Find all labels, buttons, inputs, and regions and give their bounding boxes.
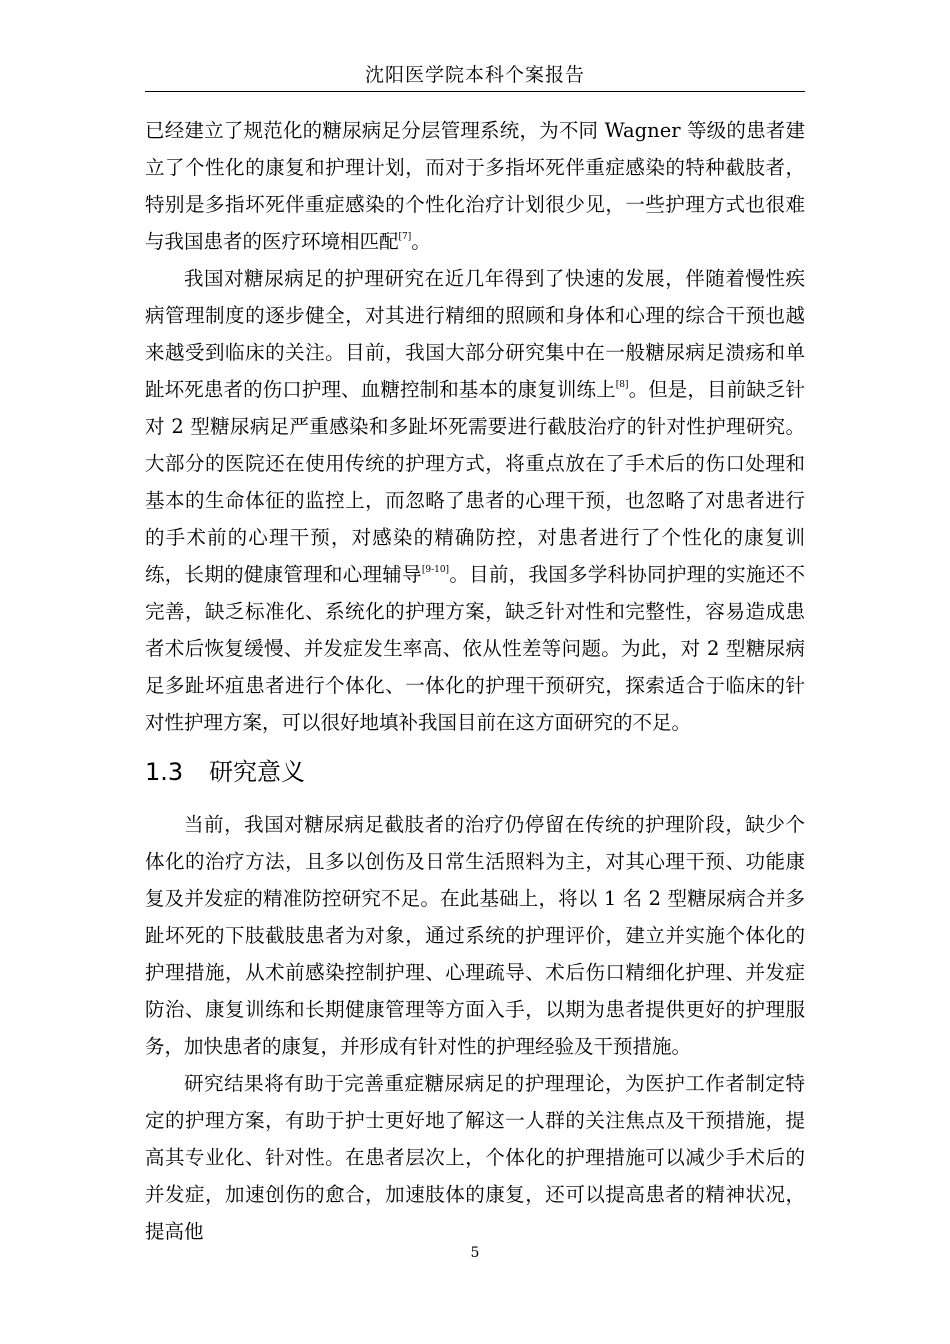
header-rule	[145, 91, 805, 92]
paragraph-text: 已经建立了规范化的糖尿病足分层管理系统，为不同 Wagner 等级的患者建立了个性化的康复和护理计划，而对于多指坏死伴重症感染的特种截肢者，特别是多指坏死伴重症感染的个性化治疗计划很少见，一些护理方式也很难与我国患者的医疗环境相匹配	[145, 119, 805, 253]
body-paragraph	[145, 806, 805, 1065]
section-title: 研究意义	[209, 758, 305, 786]
paragraph-group-before	[145, 112, 805, 741]
section-heading	[145, 755, 805, 789]
paragraph-text: 当前，我国对糖尿病足截肢者的治疗仍停留在传统的护理阶段，缺少个体化的治疗方法，且多以创伤及日常生活照料为主，对其心理干预、功能康复及并发症的精准防控研究不足。在此基础上，将以 1 名 2 型糖尿病合并多趾坏死的下肢截肢患者为对象，通过系统的护理评价，建立并实施个体化的护理措施，从术前感染控制护理、心理疏导、术后伤口精细化护理、并发症防治、康复训练和长期健康管理等方面入手，以期为患者提供更好的护理服务，加快患者的康复，并形成有针对性的护理经验及干预措施。	[145, 813, 805, 1058]
paragraph-text: 。但是，目前缺乏针对 2 型糖尿病足严重感染和多趾坏死需要进行截肢治疗的针对性护理研究。大部分的医院还在使用传统的护理方式，将重点放在了手术后的伤口处理和基本的生命体征的监控上，而忽略了患者的心理干预，也忽略了对患者进行的手术前的心理干预，对感染的精确防控，对患者进行了个性化的康复训练，长期的健康管理和心理辅导	[145, 378, 805, 586]
citation-ref: [8]	[615, 380, 629, 390]
paragraph-text: 。目前，我国多学科协同护理的实施还不完善，缺乏标准化、系统化的护理方案，缺乏针对性和完整性，容易造成患者术后恢复缓慢、并发症发生率高、依从性差等问题。为此，对 2 型糖尿病足多趾坏疽患者进行个体化、一体化的护理干预研究，探索适合于临床的针对性护理方案，可以很好地填补我国目前在这方面研究的不足。	[145, 563, 805, 734]
section-number: 1.3	[145, 758, 184, 786]
paragraph-text: 研究结果将有助于完善重症糖尿病足的护理理论，为医护工作者制定特定的护理方案，有助于护士更好地了解这一人群的关注焦点及干预措施，提高其专业化、针对性。在患者层次上，个体化的护理措施可以减少手术后的并发症，加速创伤的愈合，加速肢体的康复，还可以提高患者的精神状况，提高他	[145, 1072, 805, 1243]
page-number: 5	[470, 1245, 480, 1261]
paragraph-text: 。	[411, 230, 431, 253]
running-header: 沈阳医学院本科个案报告	[364, 64, 585, 86]
citation-ref: [9-10]	[421, 565, 450, 575]
body-paragraph	[145, 112, 805, 260]
paragraph-text: 我国对糖尿病足的护理研究在近几年得到了快速的发展，伴随着慢性疾病管理制度的逐步健全，对其进行精细的照顾和身体和心理的综合干预也越来越受到临床的关注。目前，我国大部分研究集中在一般糖尿病足溃疡和单趾坏死患者的伤口护理、血糖控制和基本的康复训练上	[145, 267, 805, 401]
body-paragraph	[145, 1065, 805, 1250]
body-paragraph	[145, 260, 805, 741]
paragraph-group-after	[145, 806, 805, 1250]
citation-ref: [7]	[398, 232, 412, 242]
document-body	[145, 112, 805, 1250]
